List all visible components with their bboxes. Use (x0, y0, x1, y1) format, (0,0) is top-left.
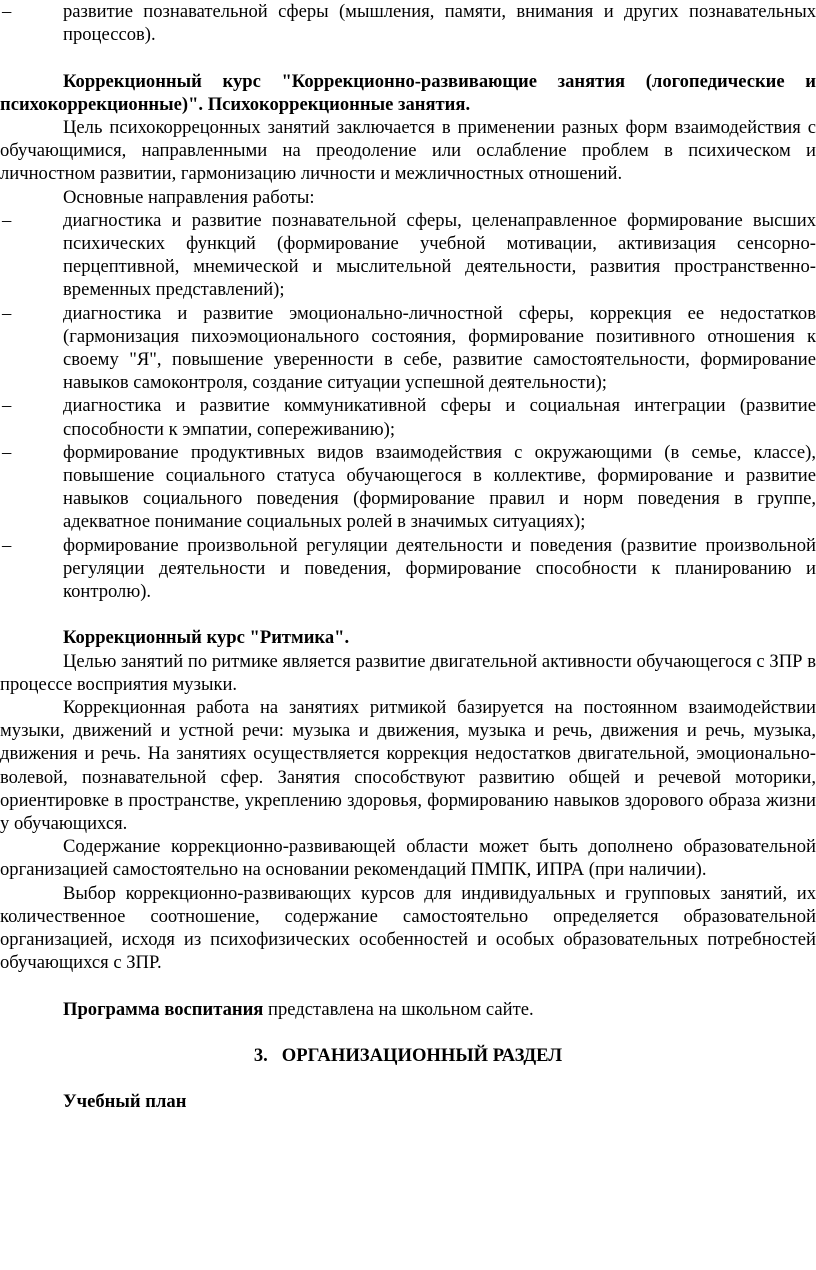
paragraph: Выбор коррекционно-развивающих курсов для индивидуальных и групповых занятий, их количественное соотношение, содержание самостоятельно определяется образовательной организацией, исходя из психофизических особенностей и особых образовательных потребностей обучающихся с ЗПР. (0, 882, 816, 974)
list-item (0, 534, 816, 604)
list-item (0, 302, 816, 395)
section-heading (0, 1044, 816, 1067)
course-goal-paragraph: Цель психокоррецонных занятий заключается в применении разных форм взаимодействия с обучающимися, направленными на преодоление или ослабление проблем в психическом и личностном развитии, гармонизацию личности и межличностных отношений. (0, 117, 816, 185)
list-dash: – (2, 534, 12, 556)
spacer (0, 1067, 816, 1090)
paragraph: Целью занятий по ритмике является развитие двигательной активности обучающегося с ЗПР в процессе восприятия музыки. (0, 650, 816, 695)
directions-label: Основные направления работы: (63, 186, 315, 208)
list-dash: – (2, 441, 12, 463)
upbringing-program-text: представлена на школьном сайте. (263, 998, 534, 1020)
list-item (0, 441, 816, 534)
curriculum-heading: Учебный план (63, 1091, 187, 1113)
spacer (0, 975, 816, 998)
paragraph: Коррекционная работа на занятиях ритмикой базируется на постоянном взаимодействии музыки, движений и устной речи: музыка и движения, музыка и речь, движения и речь, музыка, движения и речь. На занятиях осуществляется коррекция недостатков двигательной, эмоционально-волевой, познавательной сфер. Занятия способствуют развитию общей и речевой моторики, ориентировке в пространстве, укреплению здоровья, формированию навыков здорового образа жизни у обучающихся. (0, 697, 816, 835)
list-item (0, 394, 816, 440)
spacer (0, 603, 816, 626)
section-number: 3. (253, 1045, 268, 1067)
list-dash: – (2, 1, 12, 22)
spacer (0, 46, 816, 69)
section-title: ОРГАНИЗАЦИОННЫЙ РАЗДЕЛ (281, 1045, 563, 1067)
list-item-text: формирование продуктивных видов взаимодействия с окружающими (в семье, классе), повышение социального статуса обучающегося в коллективе, формирование и развитие навыков социального поведения (формирование правил и норм поведения в группе, адекватное понимание социальных ролей в значимых ситуациях); (63, 441, 816, 533)
list-item (0, 0, 816, 46)
course-heading-psychocorrection: Коррекционный курс "Коррекционно-развивающие занятия (логопедические и психокоррекционные)". Психокоррекционные занятия. (0, 70, 816, 115)
list-item-text: диагностика и развитие коммуникативной сферы и социальная интеграции (развитие способности к эмпатии, сопереживанию); (63, 395, 816, 440)
course-heading-rhythmics: Коррекционный курс "Ритмика". (63, 627, 350, 649)
list-dash: – (2, 395, 12, 417)
list-item-text: диагностика и развитие эмоционально-личностной сферы, коррекция ее недостатков (гармонизация пихоэмоционального состояния, формирование позитивного отношения к своему "Я", повышение уверенности в себе, развитие самостоятельности, формирование навыков самоконтроля, создание ситуации успешной деятельности); (63, 302, 816, 394)
list-item-text: формирование произвольной регуляции деятельности и поведения (развитие произвольной регуляции деятельности и поведения, формирование способности к планированию и контролю). (63, 534, 816, 603)
upbringing-program-label: Программа воспитания (63, 998, 264, 1020)
list-dash: – (2, 209, 12, 231)
list-item-text: диагностика и развитие познавательной сферы, целенаправленное формирование высших психических функций (формирование учебной мотивации, активизация сенсорно-перцептивной, мнемической и мыслительной деятельности, развития пространственно-временных представлений); (63, 209, 816, 301)
list-item-text: развитие познавательной сферы (мышления, памяти, внимания и других познавательных процессов). (63, 1, 816, 46)
list-dash: – (2, 302, 12, 324)
paragraph: Содержание коррекционно-развивающей области может быть дополнено образовательной организацией самостоятельно на основании рекомендаций ПМПК, ИПРА (при наличии). (0, 836, 816, 881)
upbringing-program-paragraph (0, 998, 816, 1021)
list-item (0, 209, 816, 302)
